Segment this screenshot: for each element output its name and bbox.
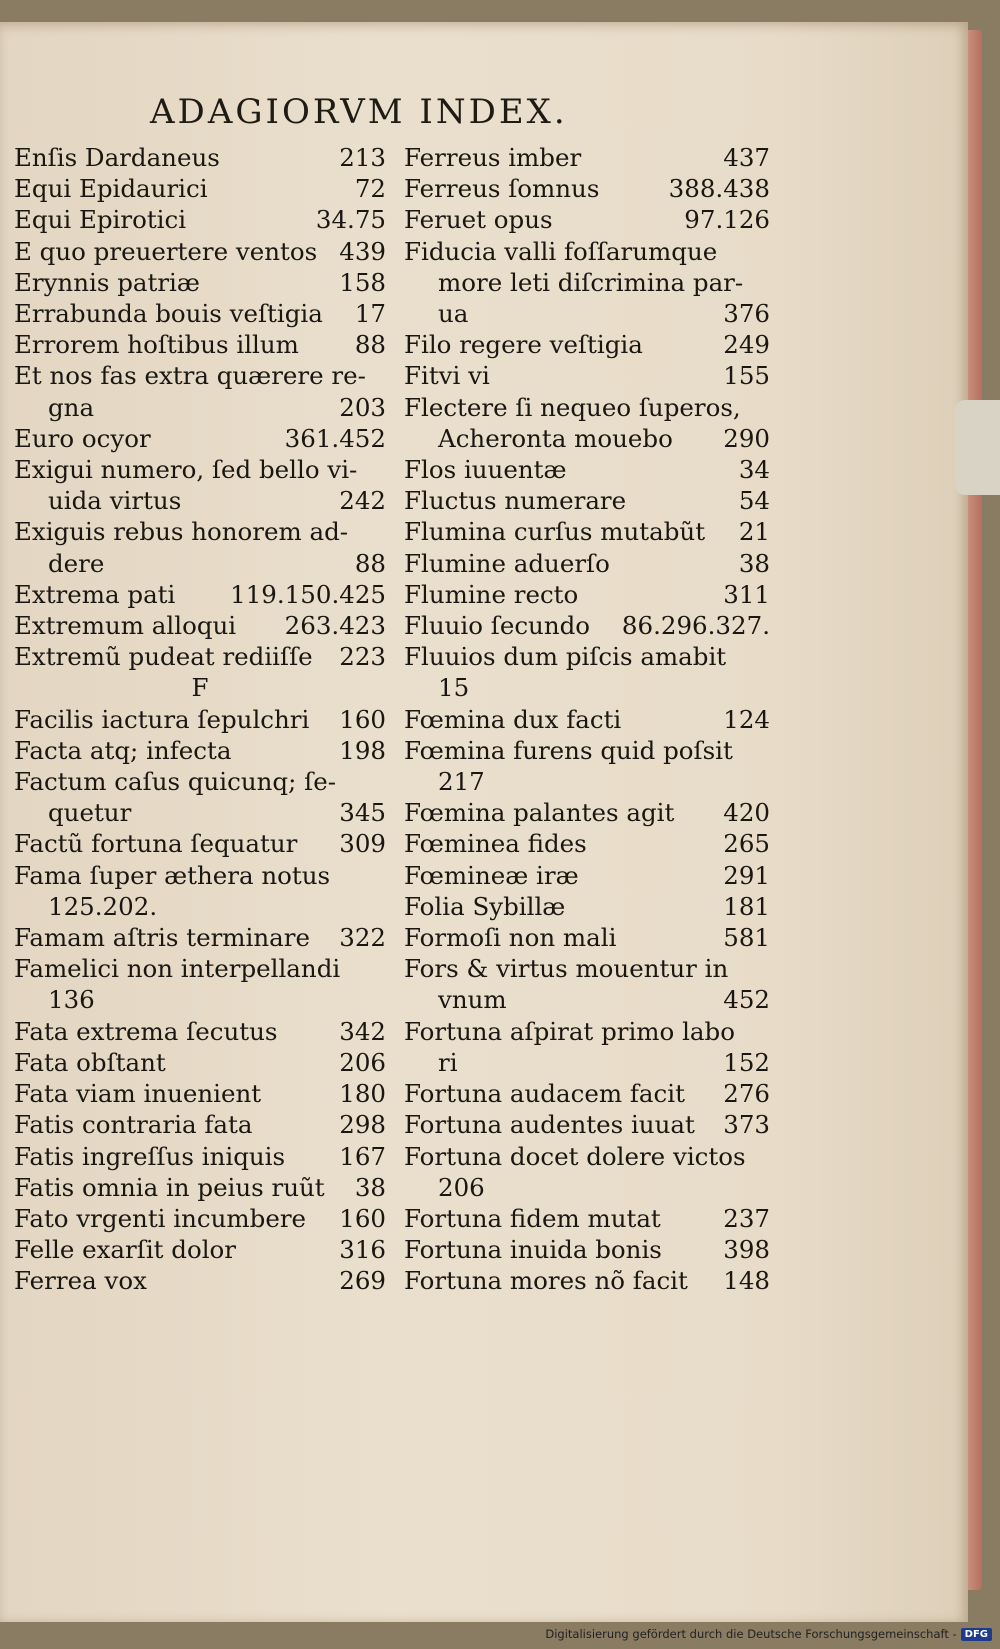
entry-text: Fama ſuper æthera notus xyxy=(14,860,331,890)
entry-text: more leti diſcrimina par- xyxy=(438,267,744,297)
entry-text: Fata viam inuenient xyxy=(14,1079,262,1109)
entry-text: Ferreus imber xyxy=(404,143,582,172)
entry-page-number: 322 xyxy=(339,923,386,953)
entry-text: ua xyxy=(438,299,469,329)
index-entry xyxy=(14,329,386,360)
index-entry xyxy=(404,360,770,391)
entry-page-number: 452 xyxy=(723,985,770,1015)
entry-text: Fatis ingreſſus iniquis xyxy=(14,1141,286,1171)
entry-text: Fortuna aſpirat primo labo xyxy=(404,1016,735,1046)
index-entry xyxy=(404,1234,770,1265)
index-entry xyxy=(14,173,386,204)
entry-text: Fœminea fides xyxy=(404,829,587,859)
footer-text: Digitalisierung gefördert durch die Deutsche Forschungsgemeinschaft - xyxy=(545,1627,957,1641)
entry-page-number: 155 xyxy=(723,361,770,391)
index-entry xyxy=(14,360,386,391)
entry-page-number: 373 xyxy=(723,1110,770,1140)
entry-text: Fortuna audacem facit xyxy=(404,1079,685,1109)
entry-text: Felle exarſit dolor xyxy=(14,1235,237,1265)
entry-page-number: 203 xyxy=(339,392,386,422)
entry-text: Equi Epidaurici xyxy=(14,174,208,204)
entry-text: Erynnis patriæ xyxy=(14,267,200,297)
entry-text: quetur xyxy=(48,798,132,828)
entry-text: F xyxy=(191,673,209,703)
index-entry xyxy=(404,735,770,766)
entry-text: Famam aſtris terminare xyxy=(14,923,310,953)
entry-text: Extrema pati xyxy=(14,579,176,609)
page-tab-marker xyxy=(955,400,1000,495)
index-entry xyxy=(14,1016,386,1047)
entry-page-number: 86.296.327. xyxy=(621,611,770,641)
entry-page-number: 158 xyxy=(339,267,386,297)
entry-text: Fortuna fidem mutat xyxy=(404,1203,661,1233)
entry-page-number: 119.150.425 xyxy=(230,579,386,609)
entry-text: Fata extrema ſecutus xyxy=(14,1016,278,1046)
entry-page-number: 17 xyxy=(354,299,386,329)
index-entry xyxy=(404,1109,770,1140)
entry-page-number: 97.126 xyxy=(684,205,770,235)
index-entry xyxy=(404,236,770,267)
page-title: ADAGIORVM INDEX. xyxy=(150,92,568,132)
index-entry xyxy=(404,1141,770,1172)
index-entry xyxy=(14,298,386,329)
entry-page-number: 249 xyxy=(723,330,770,360)
index-entry xyxy=(404,984,770,1015)
index-entry xyxy=(14,516,386,547)
index-entry xyxy=(404,454,770,485)
entry-page-number: 581 xyxy=(723,923,770,953)
entry-page-number: 72 xyxy=(354,174,386,204)
index-entry xyxy=(404,516,770,547)
index-entry xyxy=(404,329,770,360)
entry-text: Enſis Dardaneus xyxy=(14,143,220,172)
section-letter xyxy=(14,672,386,703)
index-entry xyxy=(404,922,770,953)
entry-text: Et nos fas extra quærere re- xyxy=(14,361,366,391)
index-entry xyxy=(14,891,386,922)
index-entry xyxy=(404,1203,770,1234)
entry-text: Ferrea vox xyxy=(14,1266,147,1296)
index-entry xyxy=(14,828,386,859)
entry-text: E quo preuertere ventos xyxy=(14,236,318,266)
index-entry xyxy=(404,1047,770,1078)
entry-page-number: 206 xyxy=(339,1047,386,1077)
entry-page-number: 345 xyxy=(339,798,386,828)
index-entry xyxy=(14,984,386,1015)
index-entry xyxy=(404,579,770,610)
entry-page-number: 237 xyxy=(723,1203,770,1233)
entry-page-number: 223 xyxy=(339,642,386,672)
entry-page-number: 439 xyxy=(339,236,386,266)
index-entry xyxy=(404,953,770,984)
entry-text: Fortuna audentes iuuat xyxy=(404,1110,695,1140)
entry-text: Flumine recto xyxy=(404,579,579,609)
index-entry xyxy=(404,267,770,298)
index-entry xyxy=(14,454,386,485)
index-entry xyxy=(404,860,770,891)
entry-page-number: 311 xyxy=(723,579,770,609)
index-entry xyxy=(14,548,386,579)
entry-page-number: 398 xyxy=(723,1235,770,1265)
entry-text: Ferreus ſomnus xyxy=(404,174,600,204)
entry-text: Folia Sybillæ xyxy=(404,891,566,921)
entry-text: uida virtus xyxy=(48,486,182,516)
index-entry xyxy=(14,1047,386,1078)
entry-page-number: 316 xyxy=(339,1235,386,1265)
entry-page-number: 34 xyxy=(738,455,770,485)
entry-text: Fatis omnia in peius ruũt xyxy=(14,1172,325,1202)
index-entry xyxy=(14,610,386,641)
index-entry xyxy=(404,423,770,454)
index-entry xyxy=(14,423,386,454)
index-entry xyxy=(14,1203,386,1234)
entry-text: Flos iuuentæ xyxy=(404,455,567,485)
entry-page-number: 198 xyxy=(339,735,386,765)
entry-text: Fortuna mores nõ facit xyxy=(404,1266,688,1296)
index-entry xyxy=(14,392,386,423)
entry-text: Fluuio ſecundo xyxy=(404,611,591,641)
index-entry xyxy=(404,891,770,922)
index-column-left xyxy=(14,142,386,1297)
entry-page-number: 388.438 xyxy=(668,174,770,204)
entry-text: Flumine aduerſo xyxy=(404,548,610,578)
entry-text: Fitvi vi xyxy=(404,361,490,391)
entry-page-number: 88 xyxy=(354,548,386,578)
page-edge xyxy=(968,30,982,1590)
index-entry xyxy=(404,204,770,235)
entry-text: gna xyxy=(48,392,95,422)
entry-text: Factũ fortuna ſequatur xyxy=(14,829,298,859)
index-entry xyxy=(404,485,770,516)
entry-page-number: 54 xyxy=(738,486,770,516)
entry-page-number: 180 xyxy=(339,1079,386,1109)
index-entry xyxy=(404,173,770,204)
entry-page-number: 420 xyxy=(723,798,770,828)
entry-page-number: 38 xyxy=(738,548,770,578)
entry-text: 217 xyxy=(438,767,485,797)
index-entry xyxy=(14,1234,386,1265)
entry-text: Exiguis rebus honorem ad- xyxy=(14,517,349,547)
entry-text: Fœmina dux facti xyxy=(404,704,622,734)
entry-text: Feruet opus xyxy=(404,205,553,235)
entry-text: ri xyxy=(438,1047,458,1077)
entry-page-number: 290 xyxy=(723,423,770,453)
index-entry xyxy=(404,766,770,797)
index-entry xyxy=(14,953,386,984)
index-entry xyxy=(404,1265,770,1296)
entry-text: Extremum alloqui xyxy=(14,611,237,641)
entry-page-number: 265 xyxy=(723,829,770,859)
entry-page-number: 269 xyxy=(339,1266,386,1296)
entry-page-number: 213 xyxy=(339,143,386,172)
entry-text: Fœmina furens quid poſsit xyxy=(404,735,733,765)
index-entry xyxy=(404,704,770,735)
index-entry xyxy=(14,704,386,735)
entry-page-number: 242 xyxy=(339,486,386,516)
entry-text: Fluuios dum piſcis amabit xyxy=(404,642,727,672)
index-entry xyxy=(14,579,386,610)
entry-page-number: 437 xyxy=(723,143,770,172)
index-entry xyxy=(404,1078,770,1109)
entry-page-number: 309 xyxy=(339,829,386,859)
index-entry xyxy=(404,298,770,329)
entry-text: Fato vrgenti incumbere xyxy=(14,1203,307,1233)
dfg-logo: DFG xyxy=(961,1628,992,1641)
entry-text: Facilis iactura ſepulchri xyxy=(14,704,310,734)
entry-text: Euro ocyor xyxy=(14,423,151,453)
index-entry xyxy=(404,392,770,423)
entry-text: Fatis contraria fata xyxy=(14,1110,253,1140)
entry-text: Facta atq; infecta xyxy=(14,735,232,765)
entry-text: 15 xyxy=(438,673,470,703)
entry-text: Factum caſus quicunq; ſe- xyxy=(14,767,336,797)
entry-text: Exigui numero, ſed bello vi- xyxy=(14,455,358,485)
entry-page-number: 38 xyxy=(354,1172,386,1202)
entry-page-number: 361.452 xyxy=(284,423,386,453)
entry-text: Fluctus numerare xyxy=(404,486,627,516)
entry-page-number: 167 xyxy=(339,1141,386,1171)
index-entry xyxy=(404,797,770,828)
entry-text: Formoſi non mali xyxy=(404,923,617,953)
entry-text: Acheronta mouebo xyxy=(438,423,673,453)
index-entry xyxy=(404,828,770,859)
entry-text: Extremũ pudeat rediiſſe xyxy=(14,642,313,672)
entry-text: Fors & virtus mouentur in xyxy=(404,954,729,984)
index-entry xyxy=(14,485,386,516)
index-entry xyxy=(404,641,770,672)
index-entry xyxy=(14,1141,386,1172)
entry-text: 125.202. xyxy=(48,891,158,921)
entry-page-number: 181 xyxy=(723,891,770,921)
index-entry xyxy=(14,1109,386,1140)
index-entry xyxy=(404,548,770,579)
index-entry xyxy=(14,1172,386,1203)
entry-page-number: 291 xyxy=(723,860,770,890)
index-entry xyxy=(14,860,386,891)
index-entry xyxy=(14,142,386,173)
index-entry xyxy=(14,1078,386,1109)
entry-text: Equi Epirotici xyxy=(14,205,187,235)
index-entry xyxy=(14,766,386,797)
entry-page-number: 160 xyxy=(339,1203,386,1233)
index-entry xyxy=(404,142,770,173)
index-entry xyxy=(404,1172,770,1203)
entry-text: Errorem hoſtibus illum xyxy=(14,330,299,360)
entry-text: Fata obſtant xyxy=(14,1047,166,1077)
entry-text: Famelici non interpellandi xyxy=(14,954,341,984)
entry-page-number: 152 xyxy=(723,1047,770,1077)
index-entry xyxy=(14,922,386,953)
index-column-right xyxy=(404,142,770,1297)
entry-text: Flumina curſus mutabũt xyxy=(404,517,706,547)
entry-text: Filo regere veſtigia xyxy=(404,330,643,360)
index-entry xyxy=(14,641,386,672)
entry-text: Fortuna inuida bonis xyxy=(404,1235,662,1265)
index-entry xyxy=(404,672,770,703)
entry-page-number: 298 xyxy=(339,1110,386,1140)
entry-page-number: 276 xyxy=(723,1079,770,1109)
entry-page-number: 124 xyxy=(723,704,770,734)
index-entry xyxy=(404,610,770,641)
entry-page-number: 263.423 xyxy=(284,611,386,641)
entry-page-number: 342 xyxy=(339,1016,386,1046)
index-entry xyxy=(14,267,386,298)
entry-text: Fortuna docet dolere victos xyxy=(404,1141,746,1171)
footer xyxy=(545,1625,992,1643)
entry-text: 206 xyxy=(438,1172,485,1202)
index-entry xyxy=(14,735,386,766)
entry-page-number: 21 xyxy=(738,517,770,547)
index-entry xyxy=(404,1016,770,1047)
entry-text: Fœmina palantes agit xyxy=(404,798,675,828)
entry-page-number: 148 xyxy=(723,1266,770,1296)
index-entry xyxy=(14,797,386,828)
entry-page-number: 160 xyxy=(339,704,386,734)
entry-text: Fœmineæ iræ xyxy=(404,860,579,890)
entry-text: dere xyxy=(48,548,105,578)
index-entry xyxy=(14,236,386,267)
entry-page-number: 88 xyxy=(354,330,386,360)
entry-text: Flectere ſi nequeo ſuperos, xyxy=(404,392,741,422)
entry-page-number: 34.75 xyxy=(315,205,386,235)
index-entry xyxy=(14,1265,386,1296)
entry-text: vnum xyxy=(438,985,507,1015)
entry-text: Errabunda bouis veſtigia xyxy=(14,299,323,329)
entry-page-number: 376 xyxy=(723,299,770,329)
index-entry xyxy=(14,204,386,235)
entry-text: 136 xyxy=(48,985,95,1015)
entry-text: Fiducia valli foſſarumque xyxy=(404,236,718,266)
